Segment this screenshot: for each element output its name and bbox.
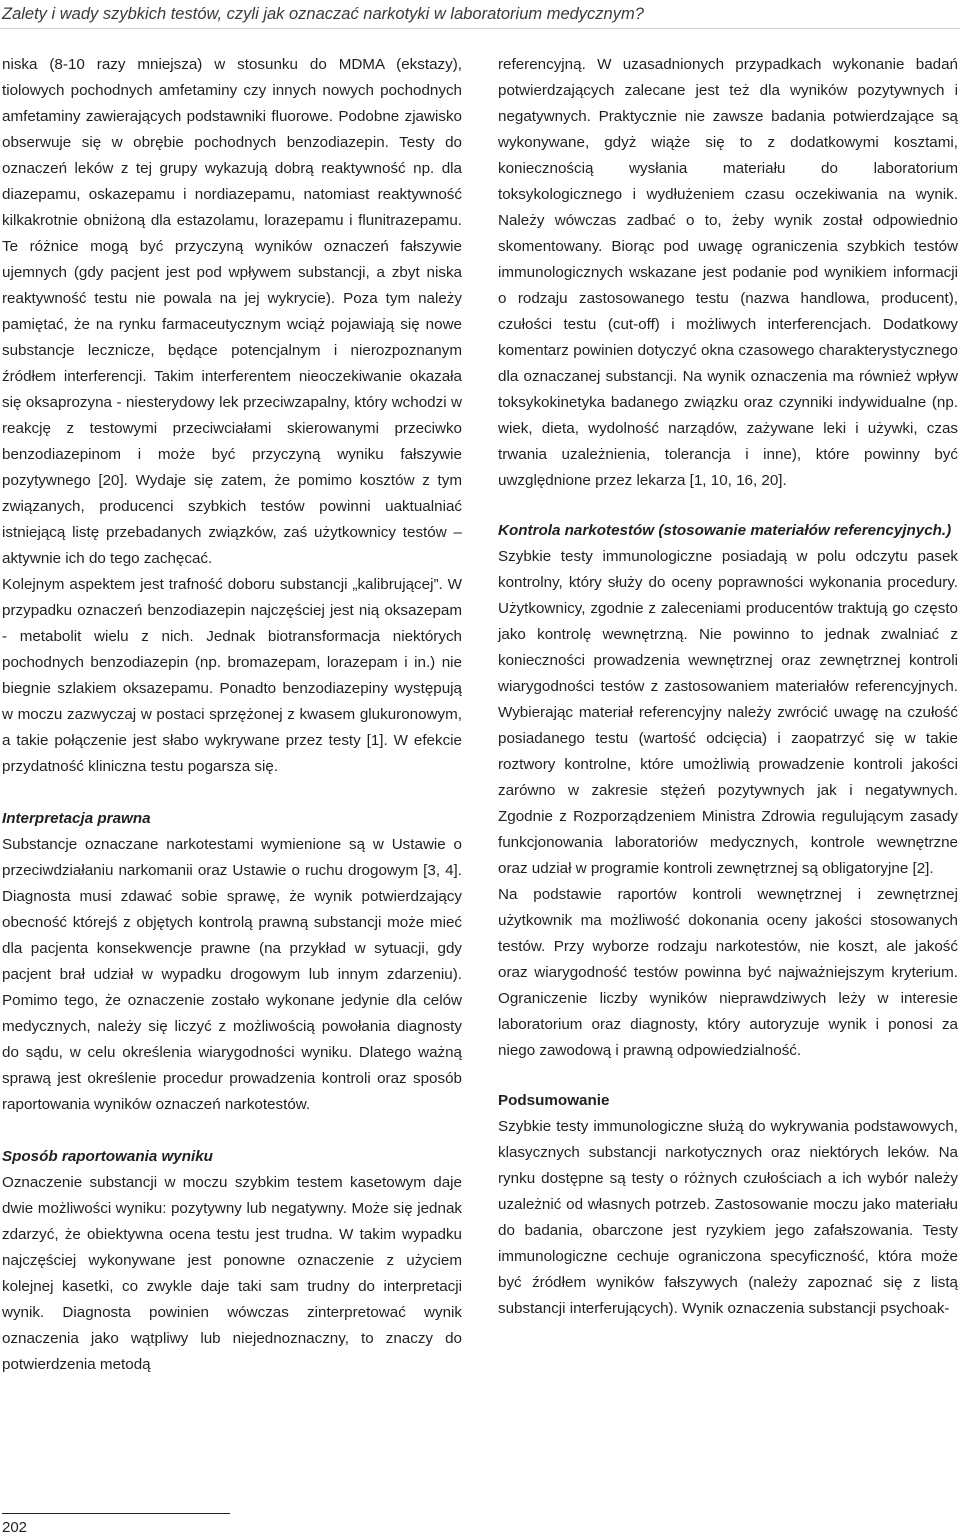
section-spacer: [498, 494, 958, 518]
section-spacer: [2, 780, 462, 806]
running-header: Zalety i wady szybkich testów, czyli jak oznaczać narkotyki w laboratorium medycznym?: [2, 5, 644, 23]
section-spacer: [2, 1118, 462, 1144]
body-paragraph: Substancje oznaczane narkotestami wymienione są w Ustawie o przeciwdziałaniu narkomanii oraz Ustawie o ruchu drogowym [3, 4]. Diagnosta musi zdawać sobie sprawę, że wynik potwierdzający obecność którejś z objętych kontrolą prawną substancji może mieć dla pacjenta konsekwencje prawne (na przykład w sytuacji, gdy pacjent brał udział w wypadku drogowym lub innym zdarzeniu). Pomimo tego, że oznaczenie zostało wykonane jedynie dla celów medycznych, należy się liczyć z możliwością powołania diagnosty do sądu, w celu określenia wiarygodności wyniku. Dlatego ważną sprawą jest określenie procedur prowadzenia kontroli oraz sposób raportowania wyników oznaczeń narkotestów.: [2, 836, 462, 1113]
body-paragraph: referencyjną. W uzasadnionych przypadkach wykonanie badań potwierdzających zalecane jest też dla wyników pozytywnych i negatywnych. Praktycznie nie zawsze badania potwierdzające są wykonywane, gdyż wiąże się to z dodatkowymi kosztami, koniecznością wysłania materiału do laboratorium toksykologicznego i wydłużeniem czasu oczekiwania na wynik. Należy wówczas zadbać o to, żeby wynik został odpowiednio skomentowany. Biorąc pod uwagę ograniczenia szybkich testów immunologicznych wskazane jest podanie pod wynikiem informacji o rodzaju zastosowanego testu (nazwa handlowa, producent), czułości testu (cut-off) i możliwych interferencjach. Dodatkowy komentarz powinien dotyczyć okna czasowego charakterystycznego dla oznaczanej substancji. Na wynik oznaczenia ma również wpływ toksykokinetyka badanego związku oraz czynniki indywidualne (np. wiek, dieta, wydolność narządów, zażywane leki i używki, czas trwania uzależnienia, tolerancja i inne), które powinny być uwzględnione przez lekarza [1, 10, 16, 20].: [498, 56, 958, 489]
section-spacer: [498, 1064, 958, 1088]
body-paragraph: Szybkie testy immunologiczne służą do wykrywania podstawowych, klasycznych substancji narkotycznych oraz niektórych leków. Na rynku dostępne są testy o różnych czułościach a ich wybór należy uzależnić od własnych potrzeb. Zastosowanie moczu jako materiału do badania, obarczone jest ryzykiem jego zafałszowania. Testy immunologiczne cechuje ograniczona specyficzność, która może być źródłem wyników fałszywych (należy zapoznać się z listą substancji interferujących). Wynik oznaczenia substancji psychoak-: [498, 1118, 958, 1317]
header-divider: [0, 28, 960, 29]
footer-divider: [2, 1513, 230, 1514]
section-heading-legal: Interpretacja prawna: [2, 810, 151, 827]
body-paragraph: Szybkie testy immunologiczne posiadają w polu odczytu pasek kontrolny, który służy do oceny poprawności wykonania procedury. Użytkownicy, zgodnie z zaleceniami producentów traktują go często jako kontrolę wewnętrzną. Nie powinno to jednak zwalniać z konieczności prowadzenia wewnętrznej oraz zewnętrznej kontroli wiarygodności testów z zastosowaniem materiałów referencyjnych. Wybierając materiał referencyjny należy zwrócić uwagę na czułość posiadanego testu (wartość odcięcia) i zaopatrzyć się w takie roztwory kontrolne, które umożliwią prowadzenie kontroli jakości zarówno w zakresie stężeń pozytywnych jak i negatywnych. Zgodnie z Rozporządzeniem Ministra Zdrowia regulującym zasady funkcjonowania laboratoriów medycznych, kontrole wewnętrzne oraz udział w programie kontroli zewnętrznej są obligatoryjne [2].: [498, 548, 958, 877]
section-heading-reporting: Sposób raportowania wyniku: [2, 1148, 213, 1165]
section-heading-summary: Podsumowanie: [498, 1092, 610, 1109]
right-column: [498, 52, 958, 1322]
page-number: 202: [2, 1519, 28, 1536]
left-column: [2, 52, 462, 1378]
body-paragraph: Na podstawie raportów kontroli wewnętrznej i zewnętrznej użytkownik ma możliwość dokonania oceny jakości stosowanych testów. Przy wyborze rodzaju narkotestów, nie koszt, ale jakość oraz wiarygodność testów powinna być najważniejszym kryterium. Ograniczenie liczby wyników nieprawdziwych leży w interesie laboratorium oraz diagnosty, który autoryzuje wynik i ponosi za niego zawodową i prawną odpowiedzialność.: [498, 886, 958, 1059]
body-paragraph: Oznaczenie substancji w moczu szybkim testem kasetowym daje dwie możliwości wyniku: pozytywny lub negatywny. Może się jednak zdarzyć, że obiektywna ocena testu jest trudna. W takim wypadku najczęściej wykonywane jest ponowne oznaczenie z użyciem kolejnej kasetki, co zwykle daje taki sam trudny do interpretacji wynik. Diagnosta powinien wówczas zinterpretować wynik oznaczenia jako wątpliwy lub niejednoznaczny, to znaczy do potwierdzenia metodą: [2, 1174, 462, 1373]
body-paragraph: niska (8-10 razy mniejsza) w stosunku do MDMA (ekstazy), tiolowych pochodnych amfetaminy czy innych nowych pochodnych amfetaminy zawierających podstawniki fluorowe. Podobne zjawisko obserwuje się w obrębie pochodnych benzodiazepin. Testy do oznaczeń leków z tej grupy wykazują dobrą reaktywność np. dla diazepamu, oskazepamu i nordiazepamu, natomiast reaktywność kilkakrotnie obniżoną dla estazolamu, lorazepamu i flunitrazepamu. Te różnice mogą być przyczyną wyników oznaczeń fałszywie ujemnych (gdy pacjent jest pod wpływem substancji, a zbyt niska reaktywność testu nie powala na jej wykrycie). Poza tym należy pamiętać, że na rynku farmaceutycznym wciąż pojawiają się nowe substancje lecznicze, będące potencjalnym i nierozpoznanym źródłem interferencji. Takim interferentem nieoczekiwanie okazała się oksaprozyna - niesterydowy lek przeciwzapalny, który wchodzi w reakcję z testowymi przeciwciałami skierowanymi przeciwko benzodiazepinom i może być przyczyną wyniku fałszywie pozytywnego [20]. Wydaje się zatem, że pomimo kosztów z tym związanych, producenci szybkich testów powinni uaktualniać istniejącą listę przebadanych związków, zaś użytkownicy testów – aktywnie ich do tego zachęcać.: [2, 56, 462, 567]
section-heading-control: Kontrola narkotestów (stosowanie materiałów referencyjnych.): [498, 522, 952, 539]
body-paragraph: Kolejnym aspektem jest trafność doboru substancji „kalibrującej”. W przypadku oznaczeń benzodiazepin najczęściej jest nią oksazepam - metabolit wielu z nich. Jednak biotransformacja niektórych pochodnych benzodiazepin (np. bromazepam, lorazepam i in.) nie biegnie szlakiem oksazepamu. Ponadto benzodiazepiny występują w moczu zazwyczaj w postaci sprzężonej z kwasem glukuronowym, a takie połączenie jest słabo wykrywane przez testy [1]. W efekcie przydatność kliniczna testu pogarsza się.: [2, 576, 462, 775]
